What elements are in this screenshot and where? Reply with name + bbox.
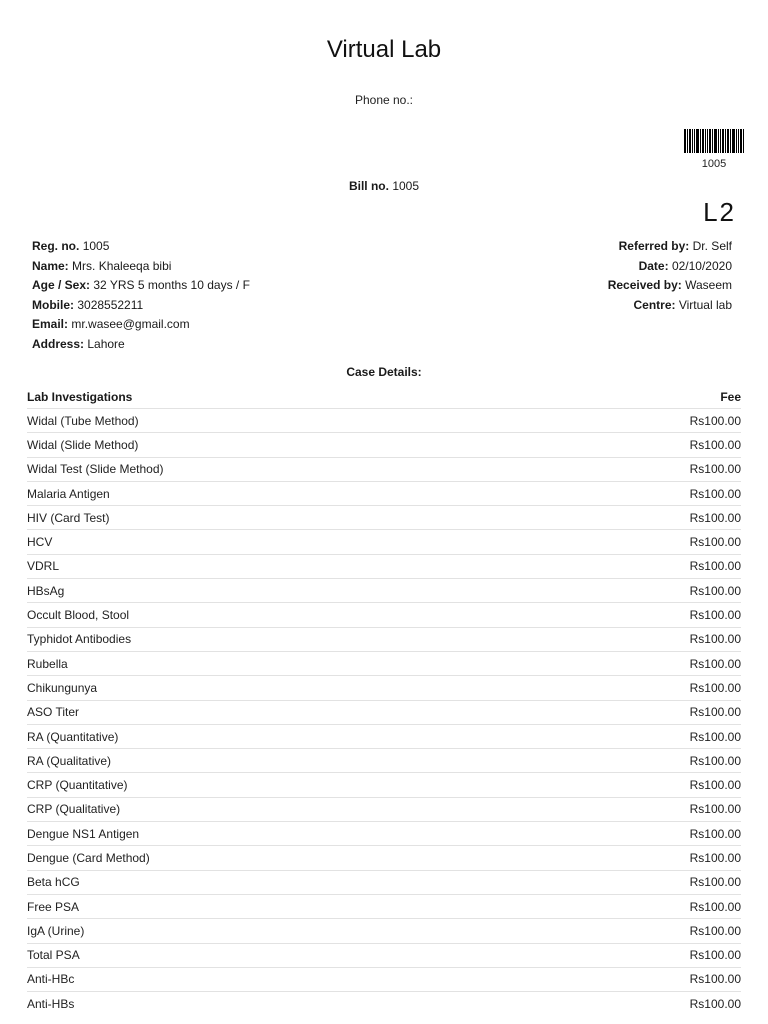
investigation-name: HBsAg: [27, 583, 65, 598]
table-row: [27, 458, 741, 482]
address-value: Lahore: [87, 336, 125, 351]
investigation-name: Rubella: [27, 656, 68, 671]
bill-label: Bill no.: [348, 179, 389, 193]
address-row: [32, 335, 250, 355]
investigation-name: Free PSA: [27, 899, 80, 914]
investigation-name: Malaria Antigen: [27, 486, 110, 501]
phone-label: Phone no.:: [354, 93, 414, 107]
table-row: [27, 506, 741, 530]
table-row: [27, 530, 741, 554]
investigation-fee: Rs100.00: [689, 510, 741, 525]
table-row: [27, 725, 741, 749]
table-row: [27, 822, 741, 846]
table-row: [27, 433, 741, 457]
investigation-name: CRP (Qualitative): [27, 802, 121, 817]
table-row: [27, 798, 741, 822]
table-row: [27, 871, 741, 895]
investigation-fee: Rs100.00: [689, 899, 741, 914]
investigation-fee: Rs100.00: [689, 535, 741, 550]
investigation-fee: Rs100.00: [689, 996, 741, 1011]
age-sex-row: [32, 276, 250, 296]
table-row: [27, 676, 741, 700]
barcode-icon: [684, 129, 744, 153]
investigation-fee: Rs100.00: [689, 705, 741, 720]
centre-value: Virtual lab: [678, 297, 732, 312]
investigation-name: HCV: [27, 535, 53, 550]
email-row: [32, 315, 250, 335]
column-fee: Fee: [720, 389, 741, 404]
table-row: [27, 919, 741, 943]
investigation-name: Typhidot Antibodies: [27, 632, 132, 647]
investigation-name: Anti-HBs: [27, 996, 75, 1011]
table-row: [27, 652, 741, 676]
investigation-name: RA (Qualitative): [27, 753, 112, 768]
investigation-fee: Rs100.00: [689, 850, 741, 865]
investigation-fee: Rs100.00: [689, 729, 741, 744]
name-row: [32, 257, 250, 277]
bill-value: 1005: [392, 179, 420, 193]
referred-value: Dr. Self: [692, 239, 732, 253]
investigation-fee: Rs100.00: [689, 486, 741, 501]
table-row: [27, 895, 741, 919]
investigation-name: Widal (Tube Method): [27, 413, 139, 428]
table-row: [27, 482, 741, 506]
investigation-name: Chikungunya: [27, 680, 98, 695]
investigation-fee: Rs100.00: [689, 462, 741, 477]
date-value: 02/10/2020: [671, 258, 732, 273]
received-label: Received by:: [607, 278, 682, 292]
investigation-fee: Rs100.00: [689, 608, 741, 623]
case-details-title: Case Details:: [346, 365, 422, 379]
email-label: Email:: [32, 317, 69, 331]
referred-label: Referred by:: [618, 239, 690, 253]
date-row: [608, 257, 732, 277]
table-row: [27, 579, 741, 603]
centre-row: [608, 296, 732, 316]
investigation-fee: Rs100.00: [689, 948, 741, 963]
investigation-fee: Rs100.00: [689, 826, 741, 841]
investigation-name: Occult Blood, Stool: [27, 608, 130, 623]
investigation-fee: Rs100.00: [689, 632, 741, 647]
reg-row: [32, 237, 250, 257]
investigation-fee: Rs100.00: [689, 559, 741, 574]
reg-label: Reg. no.: [32, 239, 80, 253]
investigation-fee: Rs100.00: [689, 923, 741, 938]
investigation-fee: Rs100.00: [689, 583, 741, 598]
investigation-name: Total PSA: [27, 948, 80, 963]
name-label: Name:: [32, 258, 69, 273]
investigation-fee: Rs100.00: [689, 656, 741, 671]
investigation-name: Dengue (Card Method): [27, 850, 150, 865]
investigation-fee: Rs100.00: [689, 778, 741, 793]
table-row: [27, 628, 741, 652]
email-value: mr.wasee@gmail.com: [71, 317, 190, 331]
table-header: [27, 385, 741, 409]
centre-label: Centre:: [633, 297, 676, 312]
page-title: Virtual Lab: [326, 36, 442, 63]
investigation-fee: Rs100.00: [689, 437, 741, 452]
investigation-name: IgA (Urine): [27, 923, 85, 938]
address-label: Address:: [32, 336, 85, 351]
age-label: Age / Sex:: [32, 278, 91, 292]
table-row: [27, 603, 741, 627]
patient-info: [32, 237, 250, 354]
investigation-name: VDRL: [27, 559, 60, 574]
investigation-fee: Rs100.00: [689, 875, 741, 890]
table-row: [27, 846, 741, 870]
referred-row: [608, 237, 732, 257]
table-row: [27, 555, 741, 579]
table-row: [27, 944, 741, 968]
investigation-name: Anti-HBc: [27, 972, 75, 987]
table-row: [27, 968, 741, 992]
investigation-fee: Rs100.00: [689, 680, 741, 695]
investigation-fee: Rs100.00: [689, 413, 741, 428]
investigation-fee: Rs100.00: [689, 753, 741, 768]
reg-value: 1005: [82, 239, 110, 253]
age-value: 32 YRS 5 months 10 days / F: [93, 278, 250, 292]
investigation-fee: Rs100.00: [689, 802, 741, 817]
investigation-name: CRP (Quantitative): [27, 778, 128, 793]
name-value: Mrs. Khaleeqa bibi: [72, 258, 172, 273]
investigation-name: Dengue NS1 Antigen: [27, 826, 140, 841]
investigation-name: Widal Test (Slide Method): [27, 462, 164, 477]
mobile-row: [32, 296, 250, 316]
bill-number: [0, 179, 768, 193]
investigations-table: [27, 385, 741, 1015]
barcode-block: [684, 129, 744, 170]
received-value: Waseem: [685, 278, 732, 292]
investigation-name: Beta hCG: [27, 875, 80, 890]
table-row: [27, 992, 741, 1015]
date-label: Date:: [638, 258, 669, 273]
received-row: [608, 276, 732, 296]
table-row: [27, 409, 741, 433]
mobile-value: 3028552211: [77, 297, 144, 312]
table-row: [27, 773, 741, 797]
investigation-name: Widal (Slide Method): [27, 437, 139, 452]
table-body: [27, 409, 741, 1015]
mobile-label: Mobile:: [32, 297, 74, 312]
table-row: [27, 749, 741, 773]
investigation-name: RA (Quantitative): [27, 729, 119, 744]
investigation-fee: Rs100.00: [689, 972, 741, 987]
referral-info: [608, 237, 732, 315]
investigation-name: ASO Titer: [27, 705, 80, 720]
sample-code: L2: [703, 197, 736, 227]
barcode-number: 1005: [701, 158, 727, 170]
table-row: [27, 701, 741, 725]
column-investigation: Lab Investigations: [27, 389, 133, 404]
investigation-name: HIV (Card Test): [27, 510, 110, 525]
